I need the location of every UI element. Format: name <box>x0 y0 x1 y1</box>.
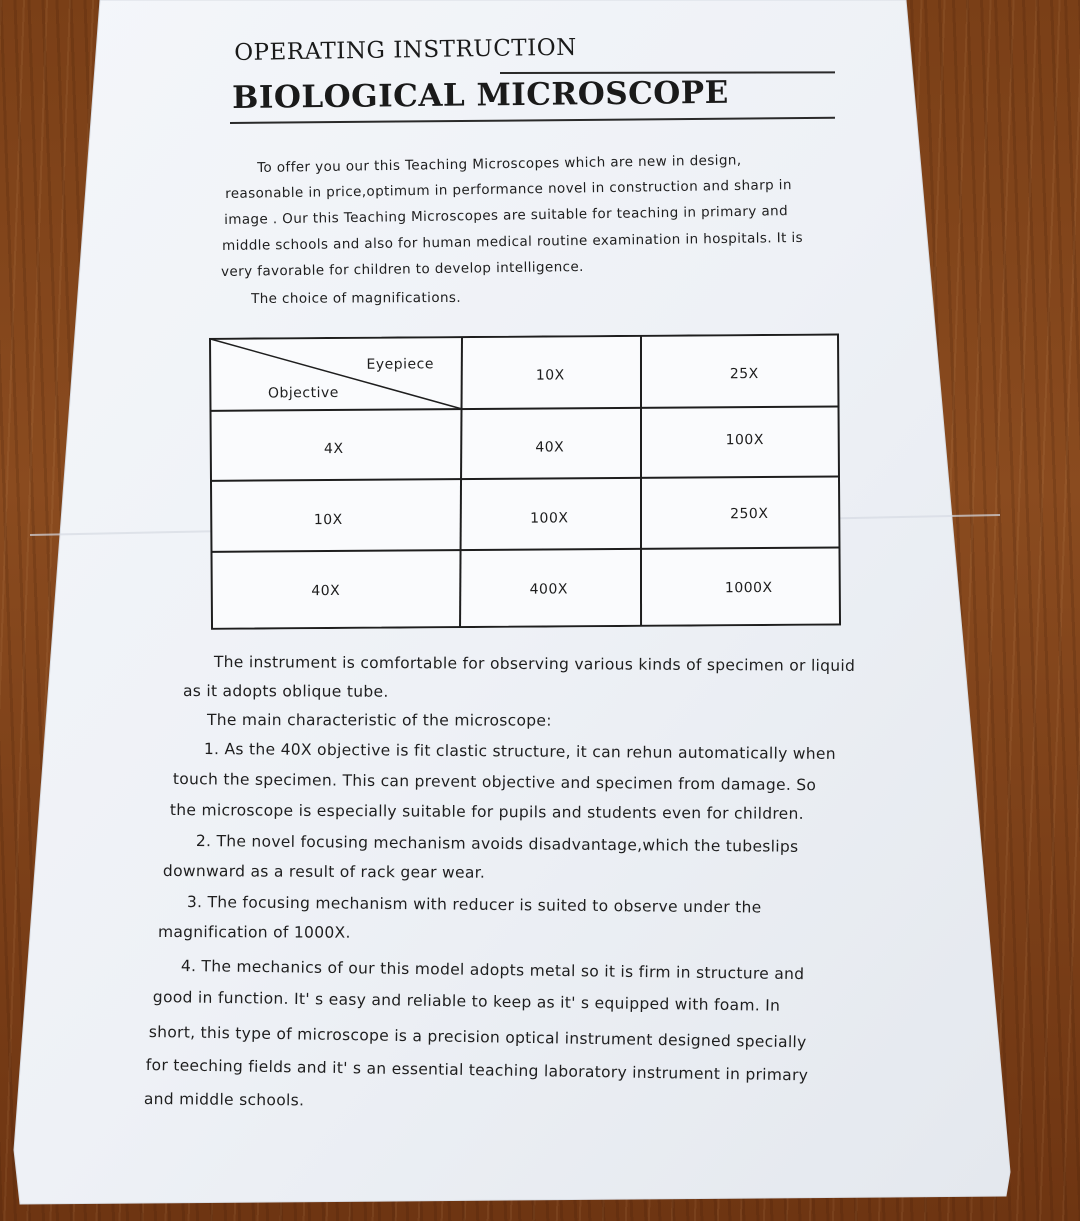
table-cell: 40X <box>535 439 565 456</box>
body-line: short, this type of microscope is a precision optical instrument designed specially <box>148 1023 807 1052</box>
document-subtitle: OPERATING INSTRUCTION <box>234 34 577 66</box>
body-line: touch the specimen. This can prevent objective and specimen from damage. So <box>172 770 817 795</box>
body-line: the microscope is especially suitable for pupils and students even for children. <box>169 801 804 823</box>
body-line: The main characteristic of the microscope: <box>206 711 552 730</box>
table-cell: 400X <box>529 581 568 598</box>
intro-line: reasonable in price,optimum in performance novel in construction and sharp in <box>225 177 792 202</box>
objective-header: Objective <box>267 384 339 402</box>
body-line: magnification of 1000X. <box>157 923 351 942</box>
objective-10x: 10X <box>313 511 343 529</box>
eyepiece-10x: 10X <box>535 367 565 384</box>
intro-line: The choice of magnifications. <box>251 289 462 307</box>
body-line: and middle schools. <box>143 1090 305 1110</box>
intro-line: image . Our this Teaching Microscopes are suitable for teaching in primary and <box>224 203 789 228</box>
objective-40x: 40X <box>311 582 341 600</box>
body-line: good in function. It' s easy and reliable to keep as it' s equipped with foam. In <box>152 988 781 1015</box>
table-cell: 100X <box>530 510 569 527</box>
table-cell: 100X <box>725 431 764 449</box>
body-line: as it adopts oblique tube. <box>182 682 389 701</box>
eyepiece-25x: 25X <box>729 366 759 383</box>
table-cell: 250X <box>730 505 769 523</box>
body-line: for teeching fields and it' s an essential teaching laboratory instrument in primary <box>145 1056 809 1085</box>
table-cell: 1000X <box>724 579 773 597</box>
magnification-table <box>190 333 850 630</box>
intro-line: To offer you our this Teaching Microscopes which are new in design, <box>257 152 742 176</box>
body-line: 2. The novel focusing mechanism avoids disadvantage,which the tubeslips <box>195 832 799 856</box>
eyepiece-header: Eyepiece <box>366 356 434 373</box>
body-line: 4. The mechanics of our this model adopts metal so it is firm in structure and <box>180 957 805 984</box>
intro-line: very favorable for children to develop intelligence. <box>221 258 584 280</box>
body-line: 1. As the 40X objective is fit clastic structure, it can rehun automatically when <box>203 740 836 763</box>
objective-4x: 4X <box>323 440 344 458</box>
body-line: downward as a result of rack gear wear. <box>162 862 486 882</box>
body-line: 3. The focusing mechanism with reducer is suited to observe under the <box>186 893 762 917</box>
body-line: The instrument is comfortable for observing various kinds of specimen or liquid <box>213 653 856 675</box>
document-title: BIOLOGICAL MICROSCOPE <box>232 74 729 116</box>
intro-line: middle schools and also for human medical routine examination in hospitals. It is <box>222 229 804 254</box>
